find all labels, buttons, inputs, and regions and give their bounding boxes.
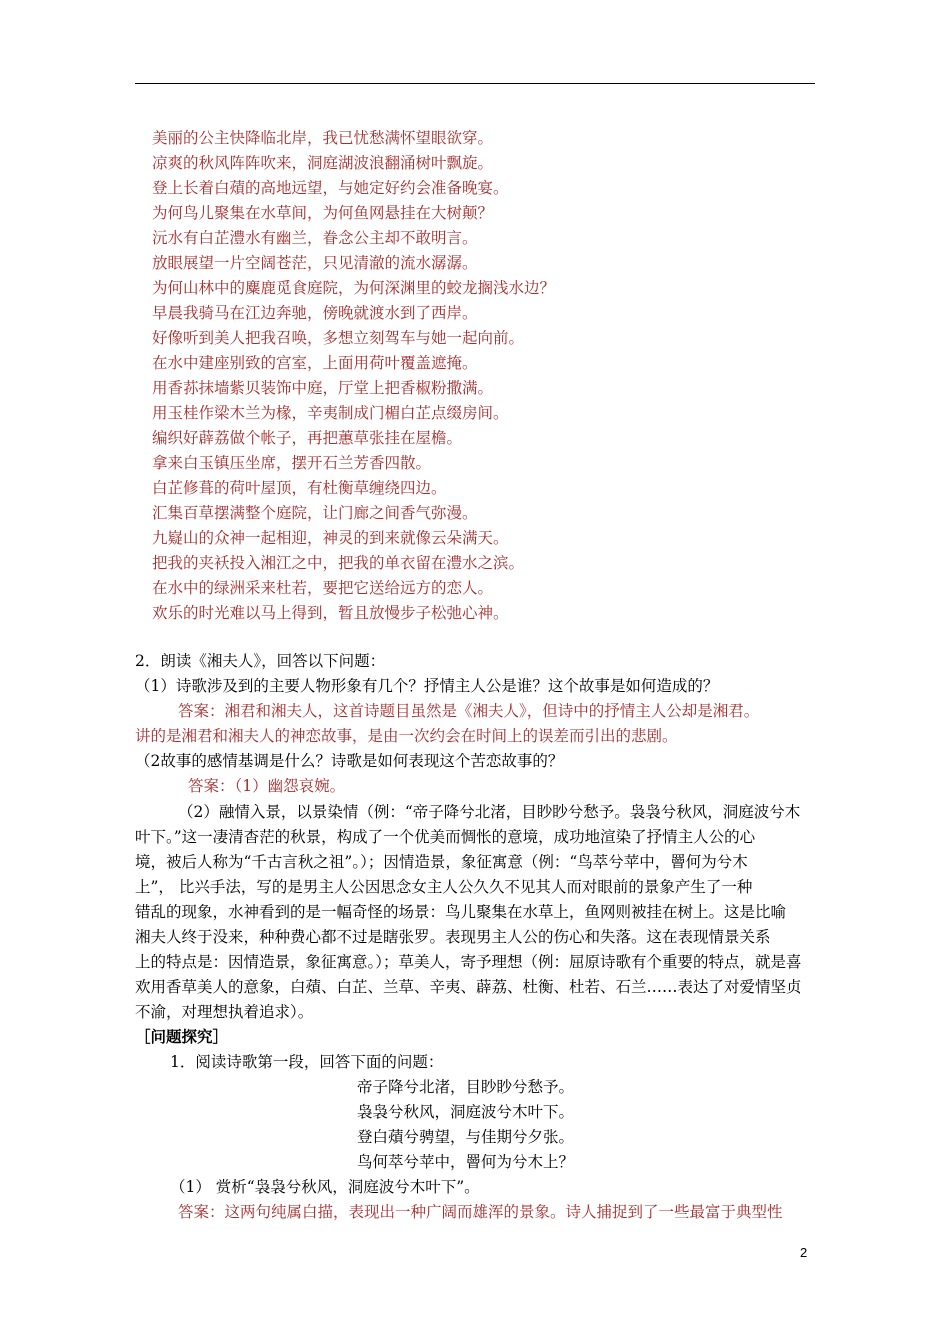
poem-line: 登白薠兮骋望，与佳期兮夕张。 xyxy=(357,1128,575,1146)
section-heading-explore: ［问题探究］ xyxy=(135,1027,229,1046)
answer-paragraph-line: 上”， 比兴手法，写的是男主人公因思念女主人公久久不见其人而对眼前的景象产生了一种 xyxy=(135,878,753,896)
question-2-sub-2: （2故事的感情基调是什么？诗歌是如何表现这个苦恋故事的？ xyxy=(135,752,564,770)
answer-paragraph-line: 欢用香草美人的意象，白薠、白芷、兰草、辛夷、薜荔、杜衡、杜若、石兰……表达了对爱情坚贞 xyxy=(135,978,802,996)
poem-line: 鸟何萃兮苹中，罾何为兮木上？ xyxy=(357,1153,575,1171)
translation-line: 凉爽的秋风阵阵吹来，洞庭湖波浪翻涌树叶飘旋。 xyxy=(152,154,494,172)
translation-line: 欢乐的时光难以马上得到，暂且放慢步子松弛心神。 xyxy=(152,604,509,622)
translation-line: 汇集百草摆满整个庭院，让门廊之间香气弥漫。 xyxy=(152,504,478,522)
answer-2-2-line: 答案：（1）幽怨哀婉。 xyxy=(188,777,346,795)
translation-line: 放眼展望一片空阔苍茫，只见清澈的流水潺潺。 xyxy=(152,254,478,272)
translation-line: 把我的夹袄投入湘江之中，把我的单衣留在澧水之滨。 xyxy=(152,554,525,572)
translation-line: 早晨我骑马在江边奔驰，傍晚就渡水到了西岸。 xyxy=(152,304,478,322)
translation-line: 白芷修葺的荷叶屋顶，有杜衡草缠绕四边。 xyxy=(152,479,447,497)
translation-line: 九嶷山的众神一起相迎，神灵的到来就像云朵满天。 xyxy=(152,529,509,547)
translation-line: 在水中的绿洲采来杜若，要把它送给远方的恋人。 xyxy=(152,579,494,597)
translation-line: 登上长着白薠的高地远望，与她定好约会准备晚宴。 xyxy=(152,179,509,197)
question-2-title: 2．朗读《湘夫人》，回答以下问题： xyxy=(135,652,386,670)
page-number: 2 xyxy=(800,1245,808,1260)
answer-paragraph-line: 湘夫人终于没来，种种费心都不过是瞎张罗。表现男主人公的伤心和失落。这在表现情景关系 xyxy=(135,928,771,946)
translation-line: 沅水有白芷澧水有幽兰，眷念公主却不敢明言。 xyxy=(152,229,478,247)
question-2-sub-1: （1）诗歌涉及到的主要人物形象有几个？抒情主人公是谁？这个故事是如何造成的？ xyxy=(135,677,719,695)
answer-paragraph-line: （2）融情入景，以景染情（例：“帝子降兮北渚，目眇眇兮愁予。袅袅兮秋风，洞庭波兮木 xyxy=(178,803,801,821)
translation-line: 好像听到美人把我召唤，多想立刻驾车与她一起向前。 xyxy=(152,329,525,347)
explore-answer-1: 答案：这两句纯属白描，表现出一种广阔而雄浑的景象。诗人捕捉到了一些最富于典型性 xyxy=(178,1203,783,1221)
translation-line: 用玉桂作梁木兰为椽，辛夷制成门楣白芷点缀房间。 xyxy=(152,404,509,422)
answer-2-1-line: 讲的是湘君和湘夫人的神恋故事，是由一次约会在时间上的误差而引出的悲剧。 xyxy=(135,727,678,745)
header-rule xyxy=(135,83,815,84)
poem-line: 袅袅兮秋风，洞庭波兮木叶下。 xyxy=(357,1103,575,1121)
translation-line: 美丽的公主快降临北岸，我已忧愁满怀望眼欲穿。 xyxy=(152,129,494,147)
explore-sub-question-1: （1） 赏析“袅袅兮秋风，洞庭波兮木叶下”。 xyxy=(170,1178,480,1196)
poem-line: 帝子降兮北渚，目眇眇兮愁予。 xyxy=(357,1078,575,1096)
answer-paragraph-line: 上的特点是：因情造景，象征寓意。）；草美人，寄予理想（例：屈原诗歌有个重要的特点，就是喜 xyxy=(135,953,802,971)
translation-line: 用香荪抹墙紫贝装饰中庭，厅堂上把香椒粉撒满。 xyxy=(152,379,494,397)
translation-line: 编织好薜荔做个帐子，再把蕙草张挂在屋檐。 xyxy=(152,429,463,447)
answer-2-1-line: 答案：湘君和湘夫人，这首诗题目虽然是《湘夫人》，但诗中的抒情主人公却是湘君。 xyxy=(178,702,760,720)
translation-line: 在水中建座别致的宫室，上面用荷叶覆盖遮掩。 xyxy=(152,354,478,372)
translation-line: 拿来白玉镇压坐席，摆开石兰芳香四散。 xyxy=(152,454,432,472)
answer-paragraph-line: 叶下。”这一凄清杳茫的秋景，构成了一个优美而惆怅的意境，成功地渲染了抒情主人公的心 xyxy=(135,828,756,846)
explore-question-1: 1．阅读诗歌第一段，回答下面的问题： xyxy=(170,1053,444,1071)
answer-paragraph-line: 境，被后人称为“千古言秋之祖”。）；因情造景，象征寓意（例：“鸟萃兮苹中，罾何为兮木 xyxy=(135,853,748,871)
translation-line: 为何山林中的麋鹿觅食庭院，为何深渊里的蛟龙搁浅水边？ xyxy=(152,279,556,297)
answer-paragraph-line: 不渝，对理想执着追求）。 xyxy=(135,1003,314,1021)
translation-line: 为何鸟儿聚集在水草间，为何鱼网悬挂在大树颠？ xyxy=(152,204,494,222)
answer-paragraph-line: 错乱的现象，水神看到的是一幅奇怪的场景：鸟儿聚集在水草上，鱼网则被挂在树上。这是比喻 xyxy=(135,903,787,921)
